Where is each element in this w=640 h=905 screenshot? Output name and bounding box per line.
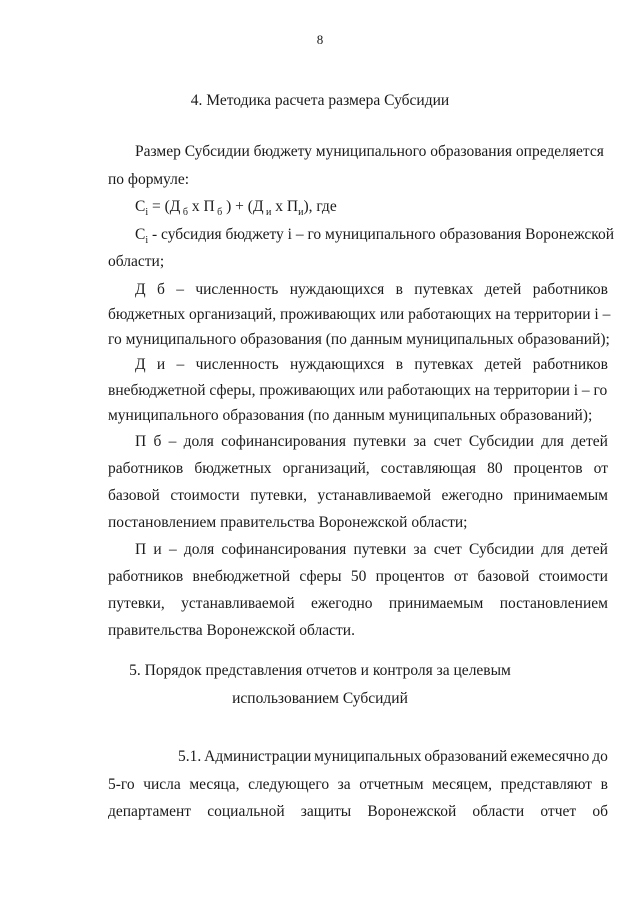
word: в: [395, 356, 404, 373]
page-number: 8: [316, 32, 324, 47]
word: внебюджетной: [192, 568, 291, 585]
word: 5-го: [108, 776, 135, 793]
word: социальной: [207, 803, 285, 820]
word: нуждающихся: [289, 356, 385, 373]
word: устанавливаемой: [317, 487, 431, 504]
word: департамент: [108, 803, 192, 820]
word: работников: [532, 281, 608, 298]
word: Д: [135, 281, 146, 298]
word: в: [600, 776, 608, 793]
word: и: [153, 541, 162, 558]
word: –: [168, 433, 177, 450]
word: от: [593, 460, 608, 477]
word: представляют: [500, 776, 593, 793]
word: муниципальных: [314, 748, 422, 765]
word: ежегодно: [311, 595, 373, 612]
section-5-heading-line-1: 5. Порядок представления отчетов и контроля за целевым: [129, 662, 511, 679]
word: доля: [183, 541, 215, 558]
di-definition-line-3: муниципального образования (по данным муниципальных образований);: [108, 407, 593, 424]
word: процентов: [375, 568, 445, 585]
word: до: [592, 748, 608, 765]
word: счет: [433, 433, 462, 450]
word: за: [413, 541, 427, 558]
formula: $C_i = (Д$ $_б$ x П $_б$ ) + (Д $_и$ x $П_и$), где: [135, 198, 337, 219]
word: –: [168, 541, 177, 558]
word: стоимости: [538, 568, 608, 585]
word: в: [395, 281, 403, 298]
word: составляющая: [380, 460, 477, 477]
word: отчетным: [359, 776, 424, 793]
word: базовой: [477, 568, 530, 585]
word: софинансирования: [221, 433, 346, 450]
word: отчет: [540, 803, 577, 820]
di-definition-line-1: [135, 356, 608, 374]
section-5-heading-line-2: использованием Субсидий: [232, 690, 408, 707]
word: ежегодно: [441, 487, 503, 504]
word: софинансирования: [221, 541, 347, 558]
word: принимаемым: [513, 487, 608, 504]
word: путевки: [353, 541, 407, 558]
word: месяцем,: [432, 776, 493, 793]
word: базовой: [108, 487, 160, 504]
word: б: [153, 433, 162, 450]
word: П: [135, 541, 147, 558]
di-definition-line-2: внебюджетной сферы, проживающих или работающих на территории i – го: [108, 382, 608, 399]
word: 80: [487, 460, 503, 477]
word: П: [135, 433, 147, 450]
word: образований: [424, 748, 508, 765]
word: об: [592, 803, 608, 820]
pi-definition-line-4: правительства Воронежской области.: [108, 622, 355, 639]
word: счет: [433, 541, 462, 558]
pi-definition-line-3: [108, 595, 608, 613]
word: путевках: [414, 356, 474, 373]
pi-definition-line-1: [135, 541, 608, 559]
word: числа: [143, 776, 181, 793]
word: –: [176, 356, 185, 373]
word: организаций,: [282, 460, 370, 477]
word: детей: [484, 356, 522, 373]
db-definition-line-1: [135, 281, 608, 299]
word: защиты: [300, 803, 352, 820]
word: принимаемым: [388, 595, 484, 612]
pb-definition-line-1: [135, 433, 608, 451]
pb-definition-line-3: [108, 487, 608, 505]
section-4-heading: 4. Методика расчета размера Субсидии: [190, 92, 450, 109]
pb-definition-line-4: постановлением правительства Воронежской области;: [108, 514, 468, 531]
word: бюджетных: [194, 460, 272, 477]
word: доля: [183, 433, 214, 450]
word: Субсидии: [469, 541, 535, 558]
word: для: [541, 541, 565, 558]
word: –: [176, 281, 184, 298]
word: и: [156, 356, 166, 373]
word: ежемесячно: [510, 748, 590, 765]
ci-definition-cont: области;: [108, 253, 165, 270]
word: б: [156, 281, 165, 298]
word: сферы: [299, 568, 342, 585]
word: путевки,: [250, 487, 307, 504]
word: Администрации: [204, 748, 312, 765]
ci-definition: $C_i$ - субсидия бюджету i – го муниципального образования Воронежской: [135, 226, 615, 247]
word: области: [472, 803, 525, 820]
word: численность: [195, 281, 279, 298]
word: постановлением: [499, 595, 608, 612]
pi-definition-line-2: [108, 568, 608, 586]
word: работников: [532, 356, 608, 373]
intro-line-2: по формуле:: [108, 171, 190, 188]
word: за: [413, 433, 427, 450]
db-definition-line-3: го муниципального образования (по данным муниципальных образований);: [108, 331, 610, 348]
db-definition-line-2: бюджетных организаций, проживающих или работающих на территории i –: [108, 306, 611, 323]
word: Субсидии: [468, 433, 534, 450]
intro-line-1: Размер Субсидии бюджету муниципального образования определяется: [135, 143, 604, 160]
word: стоимости: [170, 487, 240, 504]
word: детей: [571, 433, 608, 450]
word: детей: [571, 541, 608, 558]
word: следующего: [248, 776, 330, 793]
word: Д: [135, 356, 146, 373]
para-5-1-line-3: [108, 803, 608, 821]
para-5-1-line-1: [178, 748, 608, 766]
word: работников: [108, 568, 184, 585]
word: путевки: [353, 433, 407, 450]
word: 50: [350, 568, 367, 585]
word: за: [337, 776, 351, 793]
word: для: [541, 433, 564, 450]
word: Воронежской: [367, 803, 457, 820]
word: путевках: [414, 281, 474, 298]
word: 5.1.: [178, 748, 202, 765]
word: нуждающихся: [289, 281, 385, 298]
word: устанавливаемой: [181, 595, 295, 612]
word: процентов: [513, 460, 583, 477]
para-5-1-line-2: [108, 776, 608, 794]
word: путевки,: [108, 595, 165, 612]
pb-definition-line-2: [108, 460, 608, 478]
word: детей: [484, 281, 522, 298]
word: численность: [195, 356, 279, 373]
word: от: [453, 568, 469, 585]
word: месяца,: [189, 776, 240, 793]
word: работников: [108, 460, 184, 477]
